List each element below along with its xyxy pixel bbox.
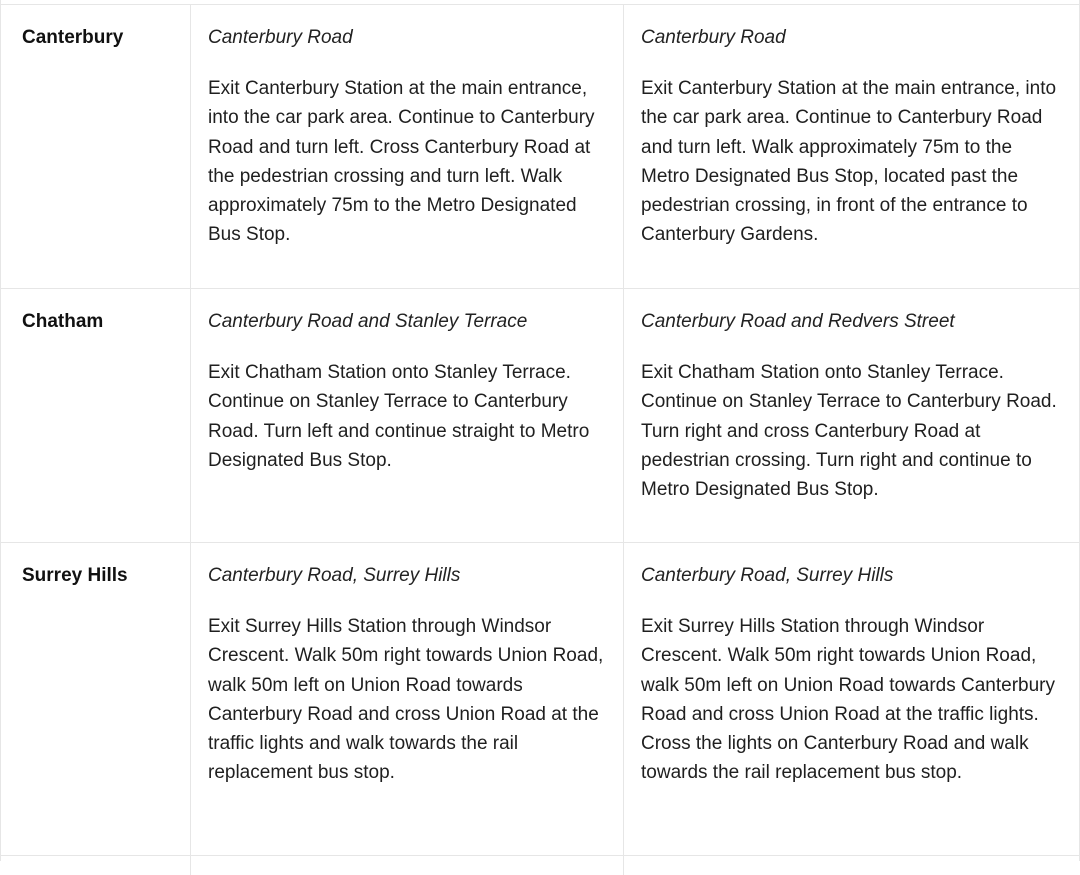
route-cell bbox=[624, 543, 1079, 855]
route-cell bbox=[191, 5, 624, 288]
route-cell bbox=[191, 289, 624, 542]
station-cell bbox=[1, 856, 191, 875]
bus-stop-name: Canterbury Road bbox=[208, 27, 353, 48]
bus-stop-name: Canterbury Road bbox=[641, 27, 786, 48]
route-cell bbox=[624, 5, 1079, 288]
route-cell bbox=[191, 856, 624, 875]
bus-stop-name: Canterbury Road and Redvers Street bbox=[641, 311, 955, 332]
route-cell bbox=[624, 289, 1079, 542]
bus-stop-name: Canterbury Road, Surrey Hills bbox=[208, 565, 461, 586]
station-name: Chatham bbox=[22, 311, 104, 332]
walking-directions: Exit Surrey Hills Station through Windsor Crescent. Walk 50m right towards Union Road, walk 50m left on Union Road towards Canterbury Road and cross Union Road at the traffic lights and walk towards the rail replacement bus stop. bbox=[208, 616, 604, 784]
walking-directions: Exit Canterbury Station at the main entrance, into the car park area. Continue to Canterbury Road and turn left. Cross Canterbury Road at the pedestrian crossing and turn left. Walk approximately 75m to the Metro Designated Bus Stop. bbox=[208, 78, 595, 246]
table-row-partial bbox=[1, 855, 1079, 861]
table-row bbox=[1, 542, 1079, 855]
station-cell bbox=[1, 5, 191, 288]
walking-directions: Exit Canterbury Station at the main entrance, into the car park area. Continue to Canterbury Road and turn left. Walk approximately 75m to the Metro Designated Bus Stop, located past the pedestrian crossing, in front of the entrance to Canterbury Gardens. bbox=[641, 78, 1057, 246]
walking-directions: Exit Chatham Station onto Stanley Terrace. Continue on Stanley Terrace to Canterbury Road. Turn right and cross Canterbury Road at pedestrian crossing. Turn right and continue to Metro Designated Bus Stop. bbox=[641, 362, 1057, 501]
table-row bbox=[1, 4, 1079, 288]
walking-directions: Exit Chatham Station onto Stanley Terrace. Continue on Stanley Terrace to Canterbury Road. Turn left and continue straight to Metro Designated Bus Stop. bbox=[208, 362, 590, 471]
table-row bbox=[1, 288, 1079, 542]
station-name: Canterbury bbox=[22, 27, 124, 48]
route-cell bbox=[191, 543, 624, 855]
station-cell bbox=[1, 289, 191, 542]
bus-stop-name: Canterbury Road, Surrey Hills bbox=[641, 565, 894, 586]
bus-stop-name: Canterbury Road and Stanley Terrace bbox=[208, 311, 528, 332]
walking-directions: Exit Surrey Hills Station through Windsor Crescent. Walk 50m right towards Union Road, walk 50m left on Union Road towards Canterbury Road and cross Union Road at the traffic lights. Cross the lights on Canterbury Road and walk towards the rail replacement bus stop. bbox=[641, 616, 1055, 784]
station-name: Surrey Hills bbox=[22, 565, 128, 586]
route-cell bbox=[624, 856, 1079, 875]
station-cell bbox=[1, 543, 191, 855]
